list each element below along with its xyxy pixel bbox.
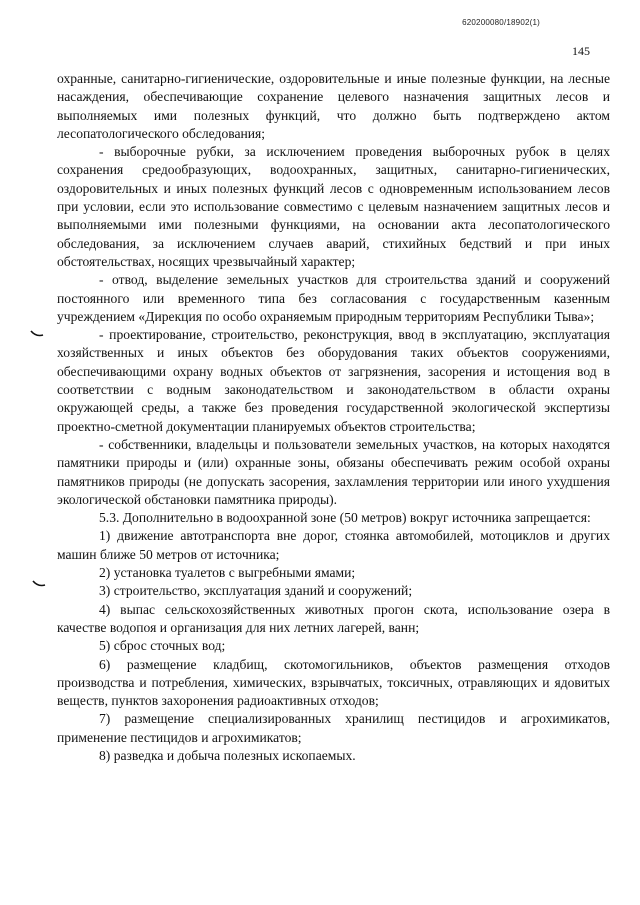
- paragraph: 5.3. Дополнительно в водоохранной зоне (50 метров) вокруг источника запрещается:: [99, 510, 591, 526]
- document-id: 620200080/18902(1): [462, 18, 540, 27]
- list-item: 1) движение автотранспорта вне дорог, стоянка автомобилей, мотоциклов и других машин ближе 50 метров от источника;: [57, 528, 610, 562]
- list-item: 3) строительство, эксплуатация зданий и сооружений;: [99, 583, 413, 599]
- page-number: 145: [572, 44, 590, 58]
- list-item: 5) сброс сточных вод;: [99, 638, 226, 654]
- paragraph: - собственники, владельцы и пользователи земельных участков, на которых находятся памятники природы и (или) охранные зоны, обязаны обеспечивать режим особой охраны памятников природы (не допускать засорения, захламления территории или иного ухудшения экологической обстановки памятника природы).: [57, 436, 610, 507]
- paragraph: - отвод, выделение земельных участков для строительства зданий и сооружений постоянного или временного типа без согласования с государственным казенным учреждением «Дирекция по особо охраняемым природным территориям Республики Тыва»;: [57, 272, 610, 324]
- paragraph: охранные, санитарно-гигиенические, оздоровительные и иные полезные функции, на лесные насаждения, обеспечивающие сохранение целевого назначения защитных лесов и выполняемых ими полезных функций, что должно быть подтверждено актом лесопатологического обследования;: [57, 71, 610, 141]
- list-item: 4) выпас сельскохозяйственных животных прогон скота, использование озера в качестве водопоя и организация для них летних лагерей, ванн;: [57, 601, 610, 635]
- paragraph: - выборочные рубки, за исключением проведения выборочных рубок в целях сохранения средообразующих, водоохранных, защитных, санитарно-гигиенических, оздоровительных и иных полезных функций лесов с одновременным использованием лесов при условии, если это использование совместимо с целевым назначением защитных лесов и выполняемыми ими полезными функциями, на основании акта лесопатологического обследования, за исключением случаев аварий, стихийных бедствий и при иных обстоятельствах, носящих чрезвычайный характер;: [57, 144, 610, 269]
- document-body: [57, 70, 610, 765]
- paragraph: - проектирование, строительство, реконструкция, ввод в эксплуатацию, эксплуатация хозяйственных и иных объектов без оборудования таких объектов сооружениями, обеспечивающими охрану водных объектов от загрязнения, засорения и истощения вод в соответствии с водным законодательством и законодательством в области охраны окружающей среды, а также без проведения государственной экологической экспертизы проектно-сметной документации планируемых объектов строительства;: [57, 327, 610, 434]
- list-item: 7) размещение специализированных хранилищ пестицидов и агрохимикатов, применение пестицидов и агрохимикатов;: [57, 711, 610, 745]
- margin-mark-icon: [30, 330, 44, 338]
- list-item: 8) разведка и добыча полезных ископаемых.: [99, 747, 356, 763]
- margin-mark-icon: [32, 580, 46, 588]
- list-item: 6) размещение кладбищ, скотомогильников, объектов размещения отходов производства и потребления, химических, взрывчатых, токсичных, отравляющих и ядовитых веществ, пунктов захоронения радиоактивных отходов;: [57, 656, 610, 709]
- list-item: 2) установка туалетов с выгребными ямами;: [99, 565, 356, 581]
